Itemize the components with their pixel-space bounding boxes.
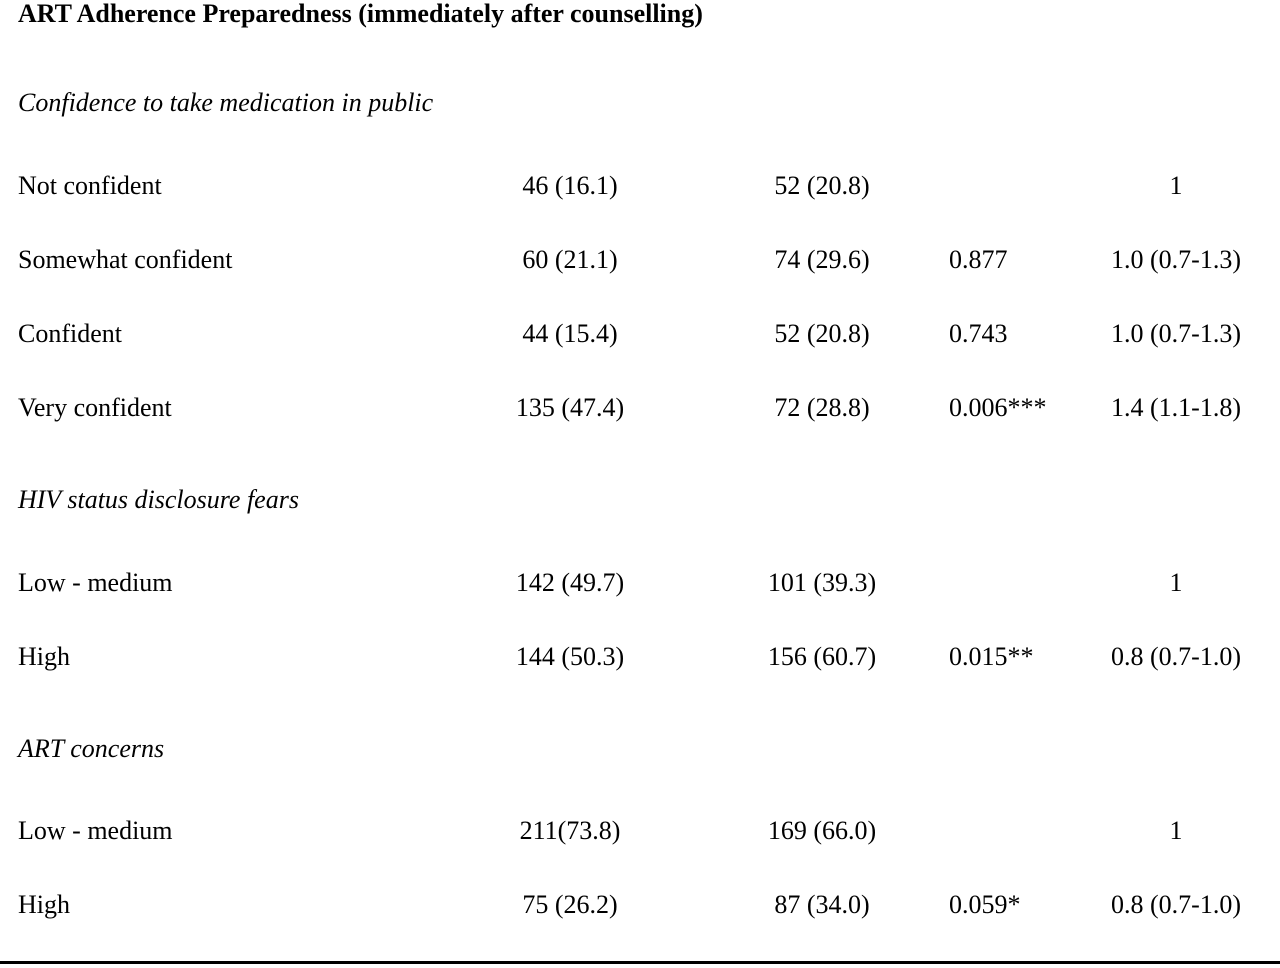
group-b-value: 87 (34.0) [774, 890, 870, 919]
section-heading: Confidence to take medication in public [18, 88, 434, 117]
group-a-value: 211(73.8) [519, 816, 621, 845]
table-bottom-rule [0, 961, 1280, 964]
group-b-value: 52 (20.8) [774, 319, 870, 348]
row-label: Low - medium [18, 568, 173, 597]
table-row [0, 640, 1280, 674]
table-row [0, 169, 1280, 203]
group-b-value: 101 (39.3) [767, 568, 877, 597]
p-value: 0.059* [949, 890, 1021, 919]
row-label: Confident [18, 319, 122, 348]
group-a-value: 75 (26.2) [522, 890, 618, 919]
row-label: Low - medium [18, 816, 173, 845]
section-heading: HIV status disclosure fears [18, 485, 299, 514]
group-a-value: 135 (47.4) [515, 393, 625, 422]
p-value: 0.006*** [949, 393, 1047, 422]
odds-ratio: 0.8 (0.7-1.0) [1111, 890, 1241, 919]
group-a-value: 46 (16.1) [522, 171, 618, 200]
row-label: High [18, 890, 70, 919]
section-heading: ART concerns [18, 734, 165, 763]
group-a-value: 44 (15.4) [522, 319, 618, 348]
p-value: 0.015** [949, 642, 1034, 671]
odds-ratio: 1 [1169, 568, 1183, 597]
p-value: 0.743 [949, 319, 1008, 348]
row-label: Not confident [18, 171, 162, 200]
table-row [0, 566, 1280, 600]
table-row [0, 888, 1280, 922]
table-row [0, 243, 1280, 277]
odds-ratio: 1.0 (0.7-1.3) [1111, 245, 1241, 274]
table-row [0, 317, 1280, 351]
row-label: Very confident [18, 393, 172, 422]
odds-ratio: 1 [1169, 171, 1183, 200]
group-b-value: 72 (28.8) [774, 393, 870, 422]
group-b-value: 169 (66.0) [767, 816, 877, 845]
group-a-value: 60 (21.1) [522, 245, 618, 274]
odds-ratio: 1.0 (0.7-1.3) [1111, 319, 1241, 348]
table-row [0, 391, 1280, 425]
group-a-value: 142 (49.7) [515, 568, 625, 597]
table-row [0, 814, 1280, 848]
odds-ratio: 1.4 (1.1-1.8) [1111, 393, 1241, 422]
p-value: 0.877 [949, 245, 1008, 274]
odds-ratio: 1 [1169, 816, 1183, 845]
row-label: Somewhat confident [18, 245, 233, 274]
group-b-value: 52 (20.8) [774, 171, 870, 200]
row-label: High [18, 642, 70, 671]
group-a-value: 144 (50.3) [515, 642, 625, 671]
group-b-value: 156 (60.7) [767, 642, 877, 671]
group-b-value: 74 (29.6) [774, 245, 870, 274]
odds-ratio: 0.8 (0.7-1.0) [1111, 642, 1241, 671]
table-title: ART Adherence Preparedness (immediately after counselling) [18, 0, 703, 28]
